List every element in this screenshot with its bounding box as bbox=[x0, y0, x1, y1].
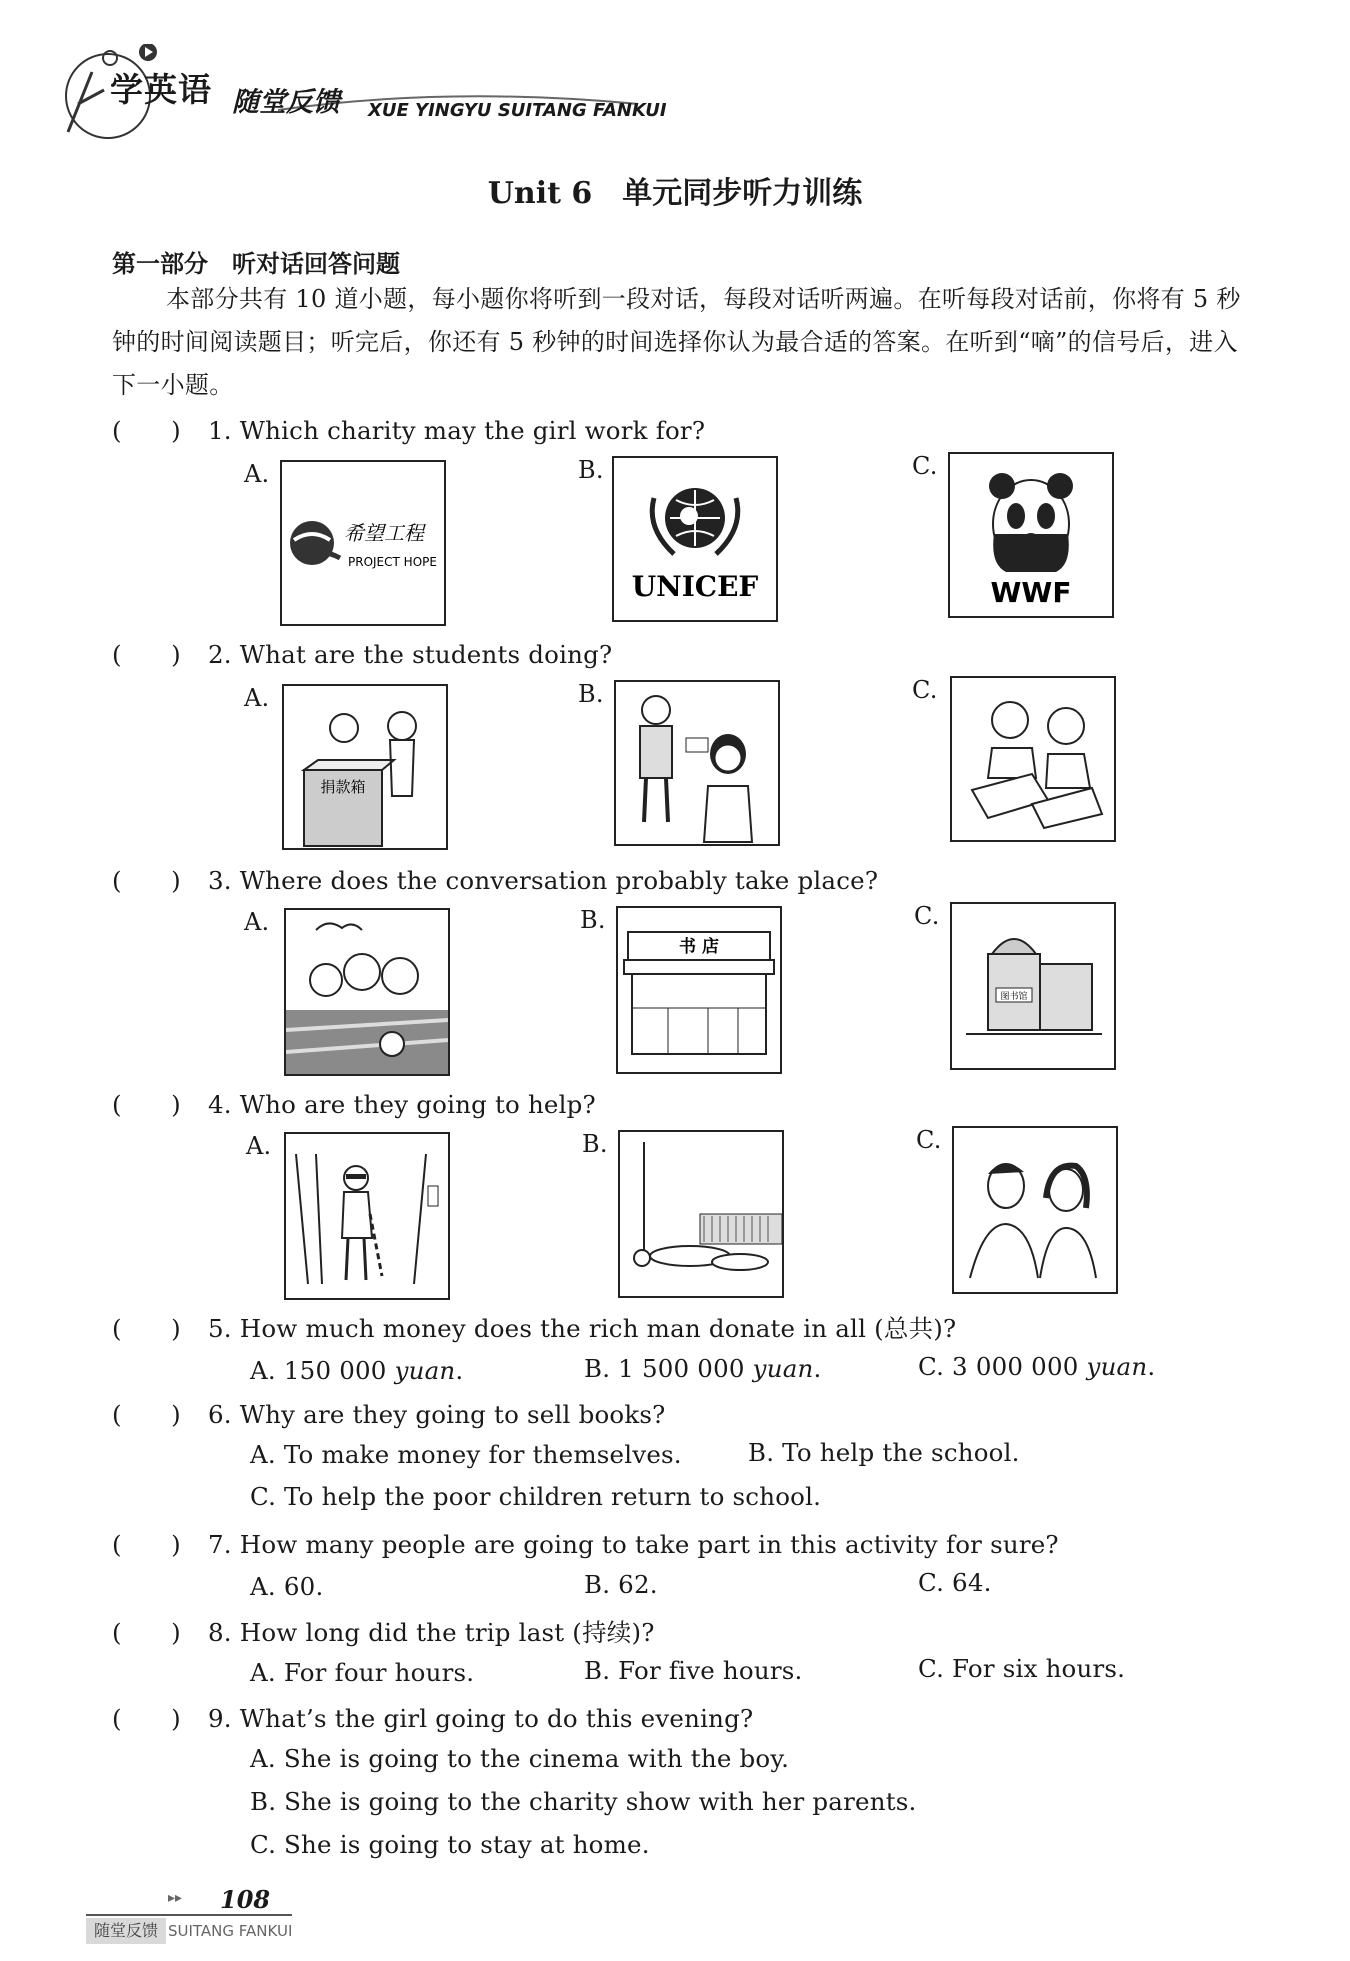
donation-box-picture[interactable] bbox=[282, 684, 448, 850]
question-4 bbox=[112, 1086, 596, 1121]
question-3 bbox=[112, 862, 878, 897]
question-text: Who are they going to help? bbox=[239, 1090, 596, 1119]
answer-blank[interactable]: ( ) bbox=[112, 1314, 181, 1343]
option-label-b[interactable]: B. bbox=[582, 1130, 608, 1158]
question-9 bbox=[112, 1700, 753, 1735]
question-2 bbox=[112, 636, 612, 671]
footer-tag-english: SUITANG FANKUI bbox=[168, 1922, 293, 1940]
library-picture[interactable] bbox=[950, 902, 1116, 1070]
option-c[interactable]: C. To help the poor children return to school. bbox=[250, 1482, 822, 1511]
answer-blank[interactable]: ( ) bbox=[112, 1400, 181, 1429]
question-8 bbox=[112, 1614, 655, 1649]
page-number: 108 bbox=[220, 1885, 271, 1914]
question-number: 5. bbox=[208, 1314, 232, 1343]
option-unit: yuan bbox=[752, 1354, 814, 1383]
answer-blank[interactable]: ( ) bbox=[112, 1090, 181, 1119]
option-unit: yuan bbox=[1086, 1352, 1148, 1381]
deaf-couple-picture[interactable] bbox=[952, 1126, 1118, 1294]
option-c[interactable]: C. She is going to stay at home. bbox=[250, 1830, 650, 1859]
project-hope-cn: 希望工程 bbox=[344, 521, 424, 545]
donation-box-label: 捐款箱 bbox=[320, 778, 366, 796]
question-number: 9. bbox=[208, 1704, 232, 1733]
question-text: How many people are going to take part in this activity for sure? bbox=[239, 1530, 1059, 1559]
footer-tag: 随堂反馈 bbox=[86, 1918, 166, 1944]
unicef-logo[interactable] bbox=[612, 456, 778, 622]
page-title: Unit 6 单元同步听力训练 bbox=[487, 176, 863, 211]
option-a[interactable]: A. To make money for themselves. bbox=[250, 1440, 682, 1469]
project-hope-logo[interactable] bbox=[280, 460, 446, 626]
question-1 bbox=[112, 412, 705, 447]
option-b[interactable]: B. 62. bbox=[584, 1570, 658, 1599]
option-b[interactable]: B. For five hours. bbox=[584, 1656, 803, 1685]
option-b[interactable]: B. She is going to the charity show with her parents. bbox=[250, 1787, 917, 1816]
unicef-text: UNICEF bbox=[631, 570, 759, 603]
option-label-c[interactable]: C. bbox=[914, 902, 940, 930]
question-text: What’s the girl going to do this evening? bbox=[239, 1704, 754, 1733]
answer-blank[interactable]: ( ) bbox=[112, 416, 181, 445]
question-number: 4. bbox=[208, 1090, 232, 1119]
question-text: Where does the conversation probably take place? bbox=[239, 866, 879, 895]
option-label-a[interactable]: A. bbox=[244, 908, 270, 936]
question-text: How much money does the rich man donate in all (总共)? bbox=[239, 1314, 957, 1343]
option-c[interactable]: C. For six hours. bbox=[918, 1654, 1126, 1683]
question-number: 3. bbox=[208, 866, 232, 895]
question-number: 7. bbox=[208, 1530, 232, 1559]
option-c[interactable]: C. 64. bbox=[918, 1568, 992, 1597]
playground-picture[interactable] bbox=[284, 908, 450, 1076]
question-text: Why are they going to sell books? bbox=[239, 1400, 666, 1429]
answer-blank[interactable]: ( ) bbox=[112, 640, 181, 669]
footer-divider bbox=[86, 1914, 292, 1916]
question-5 bbox=[112, 1310, 956, 1345]
intro-text: 本部分共有 10 道小题，每小题你将听到一段对话，每段对话听两遍。在听每段对话前，你将有 5 秒钟的时间阅读题目；听完后，你还有 5 秒钟的时间选择你认为最合适的答案。在听到“嘀”的信号后，进入下一小题。 bbox=[112, 285, 1241, 399]
option-label-c[interactable]: C. bbox=[912, 452, 938, 480]
option-end: . bbox=[1147, 1352, 1156, 1381]
question-number: 2. bbox=[208, 640, 232, 669]
logo-title: 学英语 bbox=[110, 70, 212, 109]
option-text: B. 1 500 000 bbox=[584, 1354, 753, 1383]
logo-subtitle: 随堂反馈 bbox=[232, 87, 340, 118]
option-text: A. 150 000 bbox=[250, 1356, 395, 1385]
question-6 bbox=[112, 1396, 666, 1431]
answer-blank[interactable]: ( ) bbox=[112, 1530, 181, 1559]
option-text: C. 3 000 000 bbox=[918, 1352, 1087, 1381]
option-a[interactable]: A. She is going to the cinema with the boy. bbox=[250, 1744, 790, 1773]
option-a[interactable]: A. 60. bbox=[250, 1572, 324, 1601]
answer-blank[interactable]: ( ) bbox=[112, 866, 181, 895]
option-label-a[interactable]: A. bbox=[244, 460, 270, 488]
students-writing-picture[interactable] bbox=[950, 676, 1116, 842]
option-c[interactable] bbox=[918, 1352, 1155, 1381]
section-heading: 第一部分 听对话回答问题 bbox=[112, 250, 400, 278]
blind-man-picture[interactable] bbox=[284, 1132, 450, 1300]
option-b[interactable]: B. To help the school. bbox=[748, 1438, 1020, 1467]
option-a[interactable] bbox=[250, 1356, 463, 1385]
question-text: What are the students doing? bbox=[239, 640, 613, 669]
option-label-a[interactable]: A. bbox=[246, 1132, 272, 1160]
logo-english: XUE YINGYU SUITANG FANKUI bbox=[368, 100, 667, 121]
option-unit: yuan bbox=[394, 1356, 456, 1385]
question-number: 6. bbox=[208, 1400, 232, 1429]
question-text: How long did the trip last (持续)? bbox=[239, 1618, 655, 1647]
option-label-c[interactable]: C. bbox=[916, 1126, 942, 1154]
bookstore-picture[interactable] bbox=[616, 906, 782, 1074]
option-label-a[interactable]: A. bbox=[244, 684, 270, 712]
option-end: . bbox=[813, 1354, 822, 1383]
option-b[interactable] bbox=[584, 1354, 821, 1383]
question-text: Which charity may the girl work for? bbox=[239, 416, 706, 445]
answer-blank[interactable]: ( ) bbox=[112, 1618, 181, 1647]
question-7 bbox=[112, 1526, 1059, 1561]
footer-arrow-icon: ▸▸ bbox=[168, 1890, 183, 1906]
option-a[interactable]: A. For four hours. bbox=[250, 1658, 475, 1687]
option-label-b[interactable]: B. bbox=[578, 680, 604, 708]
answer-blank[interactable]: ( ) bbox=[112, 1704, 181, 1733]
library-sign: 图书馆 bbox=[1000, 992, 1028, 1002]
option-label-b[interactable]: B. bbox=[578, 456, 604, 484]
section-intro bbox=[112, 278, 1252, 407]
option-label-c[interactable]: C. bbox=[912, 676, 938, 704]
bookstore-sign: 书 店 bbox=[679, 937, 719, 957]
project-hope-en: PROJECT HOPE bbox=[348, 555, 437, 569]
wwf-logo[interactable] bbox=[948, 452, 1114, 618]
option-end: . bbox=[455, 1356, 464, 1385]
question-number: 8. bbox=[208, 1618, 232, 1647]
option-label-b[interactable]: B. bbox=[580, 906, 606, 934]
question-number: 1. bbox=[208, 416, 232, 445]
homeless-picture[interactable] bbox=[618, 1130, 784, 1298]
students-talking-picture[interactable] bbox=[614, 680, 780, 846]
wwf-text: WWF bbox=[990, 576, 1072, 609]
